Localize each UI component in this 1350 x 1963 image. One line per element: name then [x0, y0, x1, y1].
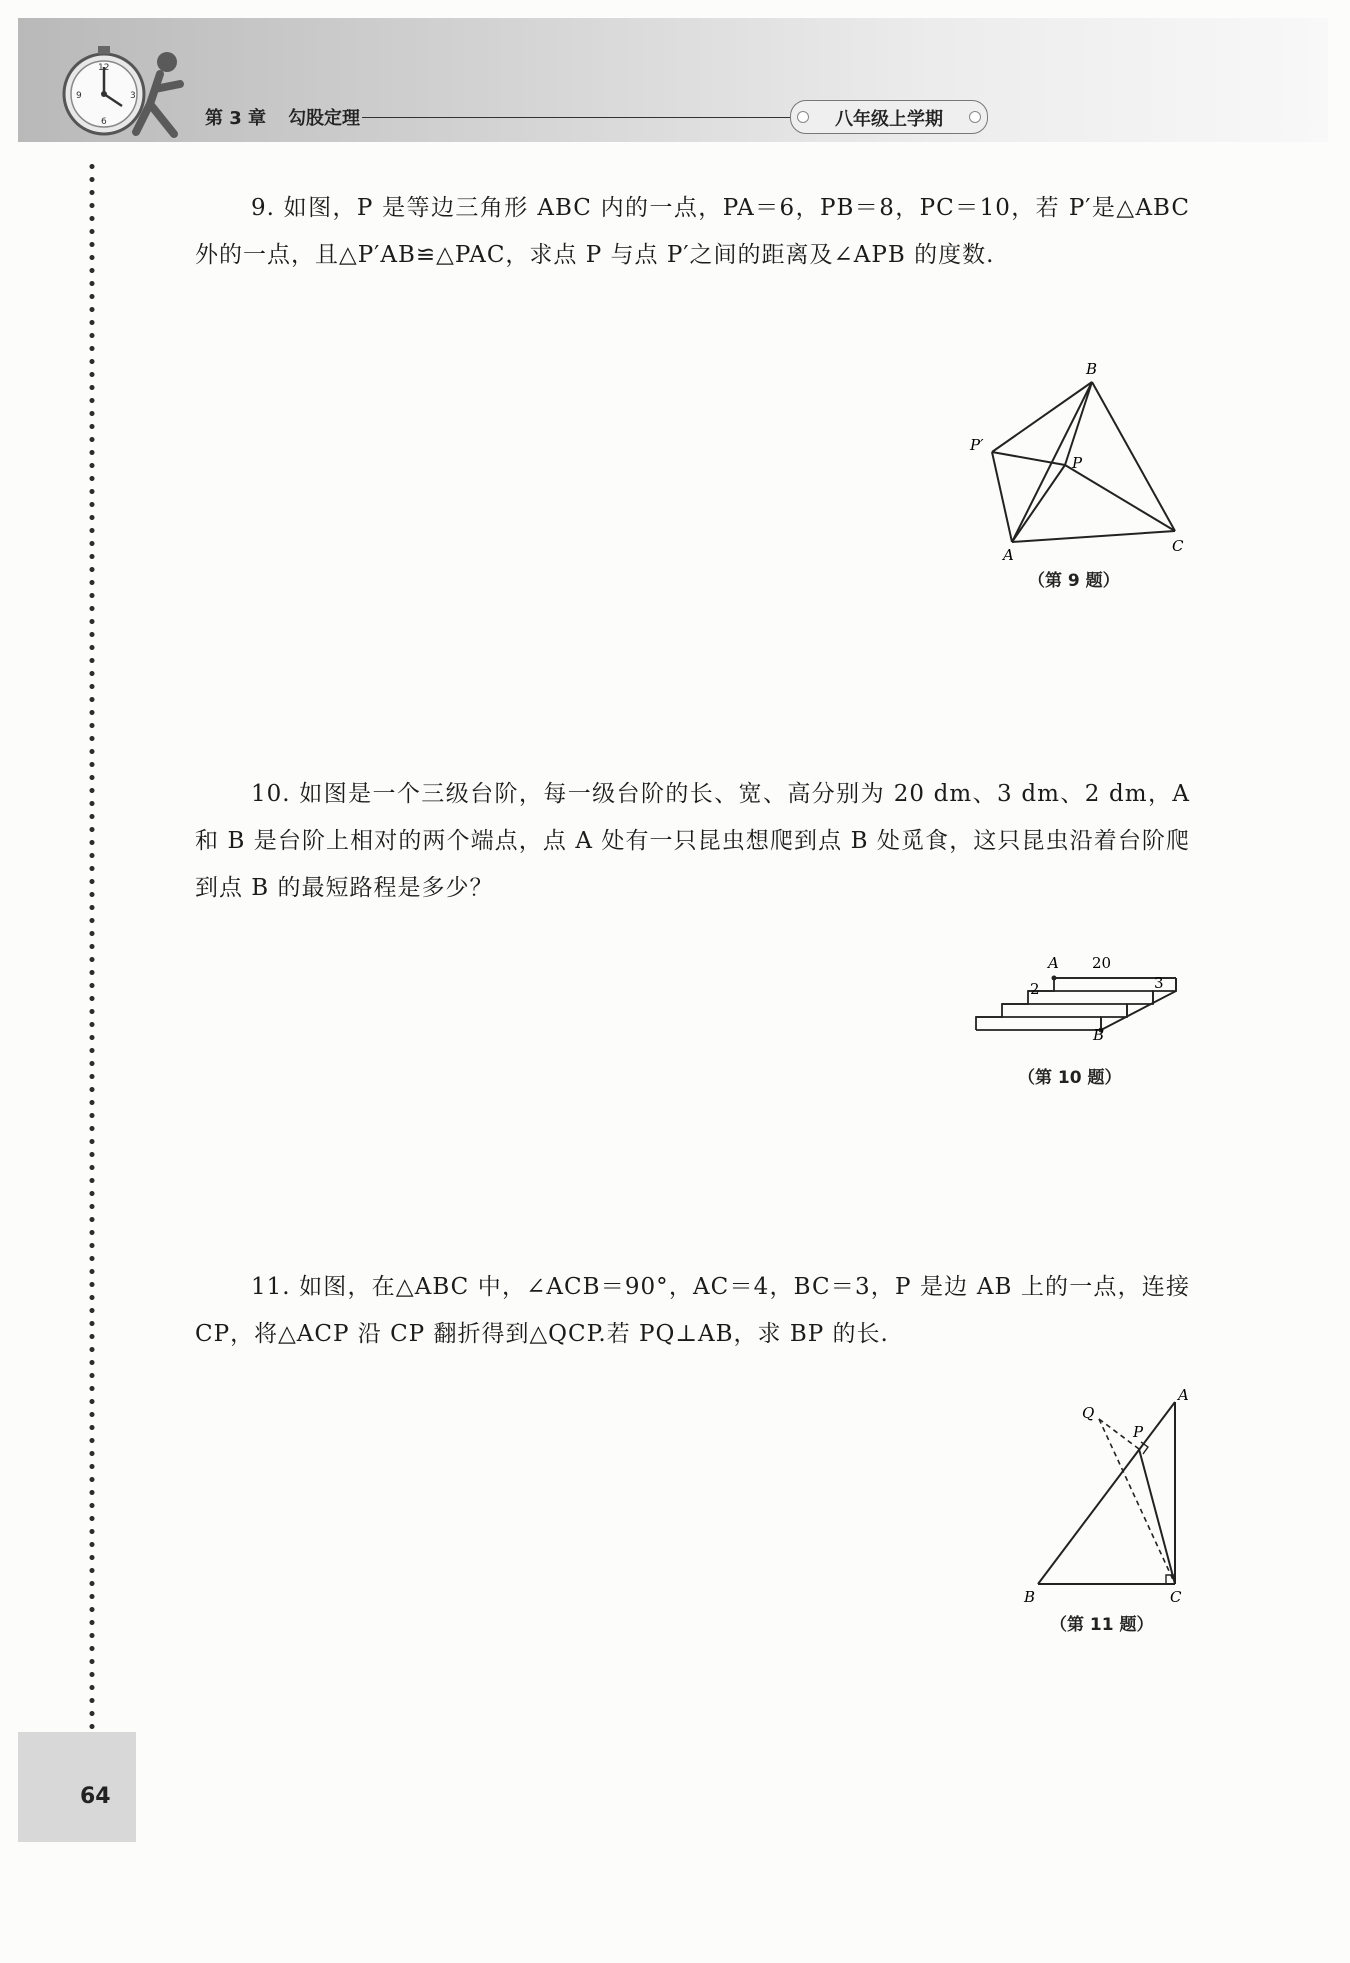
- problem-10-text: 10. 如图是一个三级台阶，每一级台阶的长、宽、高分别为 20 dm、3 dm、2 dm，A 和 B 是台阶上相对的两个端点，点 A 处有一只昆虫想爬到点 B 处觅食，这只昆虫沿着台阶爬到点 B 的最短路程是多少？: [195, 781, 1190, 901]
- svg-text:6: 6: [101, 117, 107, 127]
- figure-9-caption: （第 9 题）: [1028, 571, 1120, 591]
- chapter-number: 第 3 章: [205, 108, 267, 129]
- fig10-label-b: B: [1093, 1026, 1105, 1043]
- svg-text:9: 9: [76, 91, 82, 101]
- page-number-tab: [18, 1732, 136, 1842]
- svg-text:12: 12: [98, 63, 110, 73]
- fig11-label-p: P: [1133, 1423, 1144, 1441]
- svg-text:3: 3: [130, 91, 136, 101]
- header-rule: [362, 117, 790, 118]
- fig10-width-label: 3: [1154, 974, 1164, 992]
- stopwatch-runner-logo: [52, 34, 202, 144]
- fig9-label-c: C: [1172, 537, 1184, 555]
- figure-11: [1010, 1382, 1210, 1607]
- fig10-height-label: 2: [1030, 980, 1040, 998]
- fig11-label-q: Q: [1082, 1404, 1095, 1422]
- fig11-label-b: B: [1024, 1588, 1036, 1606]
- fig9-label-a: A: [1003, 546, 1014, 564]
- fig10-length-label: 20: [1092, 954, 1112, 972]
- problem-11-text: 11. 如图，在△ABC 中，∠ACB＝90°，AC＝4，BC＝3，P 是边 AB 上的一点，连接 CP，将△ACP 沿 CP 翻折得到△QCP.若 PQ⊥AB，求 BP 的长.: [195, 1274, 1190, 1347]
- fig11-label-c: C: [1170, 1588, 1182, 1606]
- figure-11-caption: （第 11 题）: [1050, 1615, 1154, 1635]
- fig9-label-p: P: [1072, 454, 1083, 472]
- fig9-label-b: B: [1086, 360, 1098, 378]
- fig11-label-a: A: [1178, 1386, 1189, 1404]
- figure-9: [960, 355, 1190, 565]
- dotted-margin-rule: [89, 160, 95, 1732]
- chapter-heading: [205, 104, 360, 130]
- figure-10-caption: （第 10 题）: [1018, 1068, 1122, 1088]
- semester-label: 八年级上学期: [835, 109, 943, 130]
- figure-10: [960, 938, 1200, 1043]
- page-number: 64: [80, 1784, 111, 1809]
- chapter-title: 勾股定理: [288, 108, 361, 129]
- fig9-label-p-prime: P′: [970, 436, 984, 454]
- semester-badge: [790, 100, 988, 134]
- fig10-label-a: A: [1048, 954, 1059, 972]
- problem-9-text: 9. 如图，P 是等边三角形 ABC 内的一点，PA＝6，PB＝8，PC＝10，若 P′是△ABC 外的一点，且△P′AB≌△PAC，求点 P 与点 P′之间的距离及∠APB 的度数.: [195, 195, 1190, 268]
